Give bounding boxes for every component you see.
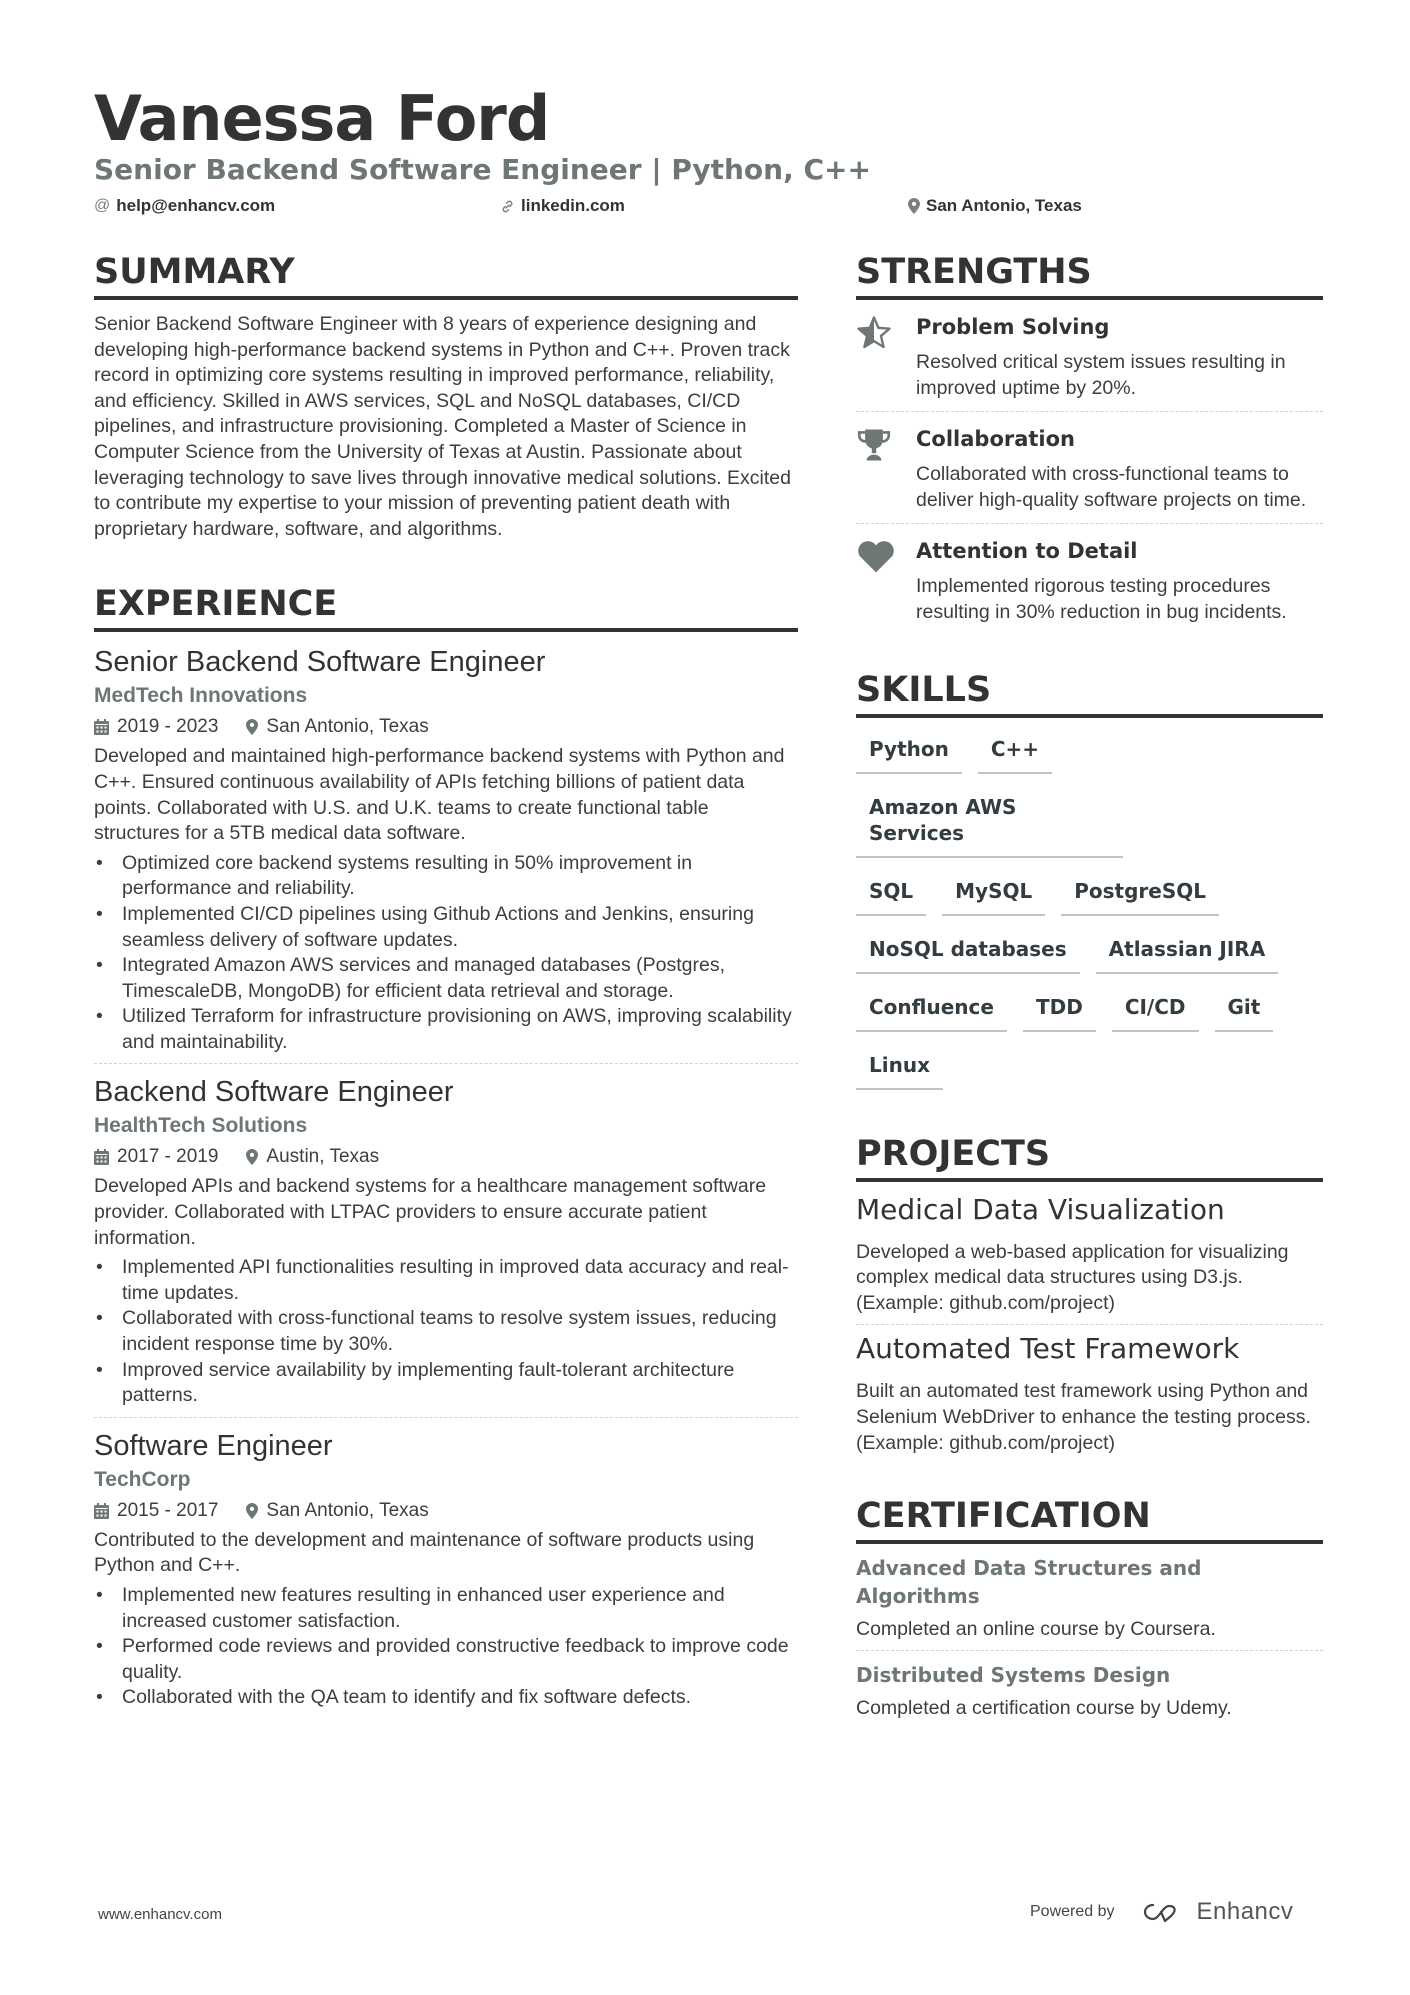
summary-section <box>94 250 798 542</box>
job-description: Developed and maintained high-performance backend systems with Python and C++. Ensured continuous availability of APIs fetching billions of patient data points. Collaborated with U.S. and U.K. teams to create functional table structures for a 5TB medical data software. <box>94 745 785 845</box>
job-description: Developed APIs and backend systems for a healthcare management software provider. Collaborated with LTPAC providers to ensure accurate patient information. <box>94 1175 767 1249</box>
item-divider <box>856 523 1323 524</box>
job-bullet: • Utilized Terraform for infrastructure provisioning on AWS, improving scalability and maintainability. <box>96 1005 792 1053</box>
job-title: Senior Backend Software Engineer <box>94 646 546 679</box>
strength-item <box>856 536 1323 625</box>
strength-description: Collaborated with cross-functional teams to deliver high-quality software projects on time. <box>916 463 1307 511</box>
calendar-icon <box>94 1149 109 1165</box>
section-title-projects: PROJECTS <box>856 1133 1051 1174</box>
location-pin-icon <box>246 1149 258 1165</box>
project-item <box>856 1192 1323 1317</box>
star-icon <box>856 312 916 401</box>
contact-location-text: San Antonio, Texas <box>926 196 1082 215</box>
project-item <box>856 1331 1323 1456</box>
strength-description: Implemented rigorous testing procedures resulting in 30% reduction in bug incidents. <box>916 575 1287 623</box>
enhancv-logo-icon <box>1139 1900 1185 1924</box>
location-pin-icon <box>246 719 258 735</box>
experience-item <box>94 1074 798 1408</box>
section-divider <box>856 714 1323 718</box>
skill-tag: TDD <box>1023 988 1096 1032</box>
job-bullet: • Implemented API functionalities resulting in improved data accuracy and real-time updates. <box>96 1256 789 1304</box>
experience-section <box>94 582 798 1711</box>
strength-item <box>856 312 1323 401</box>
skill-tag: CI/CD <box>1112 988 1199 1032</box>
skill-tag: Confluence <box>856 988 1007 1032</box>
skills-list <box>856 730 1323 1104</box>
section-divider <box>94 628 798 632</box>
job-meta <box>94 1144 798 1170</box>
job-meta <box>94 714 798 740</box>
link-icon <box>500 199 515 214</box>
job-bullets <box>94 1583 798 1711</box>
calendar-icon <box>94 719 109 735</box>
contact-linkedin[interactable] <box>500 195 625 217</box>
job-bullets <box>94 1255 798 1409</box>
certification-section <box>856 1494 1323 1721</box>
candidate-name: Vanessa Ford <box>94 82 550 155</box>
certification-description: Completed a certification course by Udemy. <box>856 1697 1232 1720</box>
right-column <box>856 250 1323 1721</box>
job-dates: 2019 - 2023 <box>117 716 219 738</box>
section-divider <box>856 296 1323 300</box>
contact-email-text: help@enhancv.com <box>116 196 276 215</box>
strength-title: Problem Solving <box>916 315 1110 339</box>
section-divider <box>856 1178 1323 1182</box>
brand-name: Enhancv <box>1196 1898 1294 1925</box>
job-bullet: • Collaborated with cross-functional teams to resolve system issues, reducing incident response time by 30%. <box>96 1307 777 1356</box>
section-title-experience: EXPERIENCE <box>94 584 338 625</box>
job-dates: 2015 - 2017 <box>117 1499 219 1521</box>
certification-description: Completed an online course by Coursera. <box>856 1618 1216 1641</box>
job-bullet: • Collaborated with the QA team to identify and fix software defects. <box>96 1686 692 1709</box>
contact-location <box>908 195 1082 217</box>
job-bullet: • Implemented new features resulting in enhanced user experience and increased customer satisfaction. <box>96 1584 725 1632</box>
item-divider <box>94 1417 798 1418</box>
item-divider <box>856 1324 1323 1325</box>
summary-text: Senior Backend Software Engineer with 8 years of experience designing and developing high-performance backend systems in Python and C++. Proven track record in optimizing core systems resulting in improved performance, reliability, and efficiency. Skilled in AWS services, SQL and NoSQL databases, CI/CD pipelines, and infrastructure provisioning. Completed a Master of Science in Computer Science from the University of Texas at Austin. Passionate about leveraging technology to save lives through innovative medical solutions. Excited to contribute my expertise to your mission of preventing patient death with proprietary hardware, software, and algorithms. <box>94 313 791 540</box>
project-title: Automated Test Framework <box>856 1332 1240 1366</box>
skill-tag: MySQL <box>942 872 1045 916</box>
section-divider <box>856 1540 1323 1544</box>
enhancv-logo <box>1139 1898 1294 1926</box>
location-pin-icon <box>908 198 920 214</box>
job-meta <box>94 1498 798 1524</box>
experience-item <box>94 644 798 1055</box>
item-divider <box>94 1063 798 1064</box>
certification-title: Advanced Data Structures and Algorithms <box>856 1556 1202 1609</box>
skills-section <box>856 668 1323 1104</box>
strength-description: Resolved critical system issues resulting in improved uptime by 20%. <box>916 351 1286 399</box>
job-bullet: • Integrated Amazon AWS services and managed databases (Postgres, TimescaleDB, MongoDB) for efficient data retrieval and storage. <box>96 954 726 1002</box>
projects-section <box>856 1132 1323 1457</box>
company-name: HealthTech Solutions <box>94 1114 308 1138</box>
strength-title: Collaboration <box>916 427 1076 452</box>
skill-tag: C++ <box>978 730 1052 774</box>
skill-tag: Amazon AWS Services <box>856 788 1123 858</box>
job-bullet: • Improved service availability by implementing fault-tolerant architecture patterns. <box>96 1358 735 1407</box>
job-location: San Antonio, Texas <box>266 716 429 738</box>
skill-tag: NoSQL databases <box>856 930 1080 974</box>
item-divider <box>856 411 1323 412</box>
job-dates: 2017 - 2019 <box>117 1146 219 1168</box>
section-title-strengths: STRENGTHS <box>856 252 1092 292</box>
job-title: Backend Software Engineer <box>94 1076 454 1109</box>
project-description: Built an automated test framework using Python and Selenium WebDriver to enhance the testing process. (Example: github.com/project) <box>856 1380 1311 1454</box>
job-location: San Antonio, Texas <box>266 1499 429 1521</box>
location-pin-icon <box>246 1503 258 1519</box>
heart-icon <box>856 536 916 625</box>
left-column <box>94 250 798 1711</box>
trophy-icon <box>856 424 916 513</box>
job-title: Software Engineer <box>94 1429 333 1462</box>
powered-by-label: Powered by <box>1030 1903 1115 1920</box>
certification-item <box>856 1661 1323 1721</box>
footer-branding[interactable] <box>1030 1898 1293 1926</box>
contact-email[interactable] <box>94 195 275 217</box>
job-description: Contributed to the development and maintenance of software products using Python and C++. <box>94 1528 755 1577</box>
experience-item <box>94 1428 798 1711</box>
company-name: TechCorp <box>94 1467 191 1491</box>
contact-linkedin-text: linkedin.com <box>521 196 625 215</box>
strength-item <box>856 424 1323 513</box>
job-location: Austin, Texas <box>266 1146 380 1168</box>
section-divider <box>94 296 798 300</box>
candidate-headline: Senior Backend Software Engineer | Python, C++ <box>94 153 871 186</box>
job-bullet: • Performed code reviews and provided constructive feedback to improve code quality. <box>96 1635 789 1683</box>
calendar-icon <box>94 1503 109 1519</box>
job-bullets <box>94 851 798 1056</box>
job-bullet: • Optimized core backend systems resulting in 50% improvement in performance and reliability. <box>96 851 693 900</box>
skill-tag: Git <box>1215 988 1274 1032</box>
skill-tag: Python <box>856 730 962 774</box>
skill-tag: SQL <box>856 872 926 916</box>
project-description: Developed a web-based application for visualizing complex medical data structures using D3.js. (Example: github.com/project) <box>856 1240 1289 1314</box>
company-name: MedTech Innovations <box>94 684 308 708</box>
project-title: Medical Data Visualization <box>856 1192 1225 1226</box>
skill-tag: PostgreSQL <box>1061 872 1219 916</box>
footer-website-link[interactable]: www.enhancv.com <box>98 1906 222 1923</box>
strength-title: Attention to Detail <box>916 539 1138 564</box>
item-divider <box>856 1650 1323 1651</box>
section-title-certification: CERTIFICATION <box>856 1496 1151 1537</box>
section-title-summary: SUMMARY <box>94 252 295 292</box>
at-icon: @ <box>94 197 111 214</box>
strengths-section <box>856 250 1323 626</box>
skill-tag: Atlassian JIRA <box>1096 930 1279 974</box>
certification-item <box>856 1554 1323 1642</box>
section-title-skills: SKILLS <box>856 669 992 710</box>
skill-tag: Linux <box>856 1046 943 1090</box>
certification-title: Distributed Systems Design <box>856 1663 1171 1688</box>
job-bullet: • Implemented CI/CD pipelines using Github Actions and Jenkins, ensuring seamless delivery of software updates. <box>96 902 754 951</box>
